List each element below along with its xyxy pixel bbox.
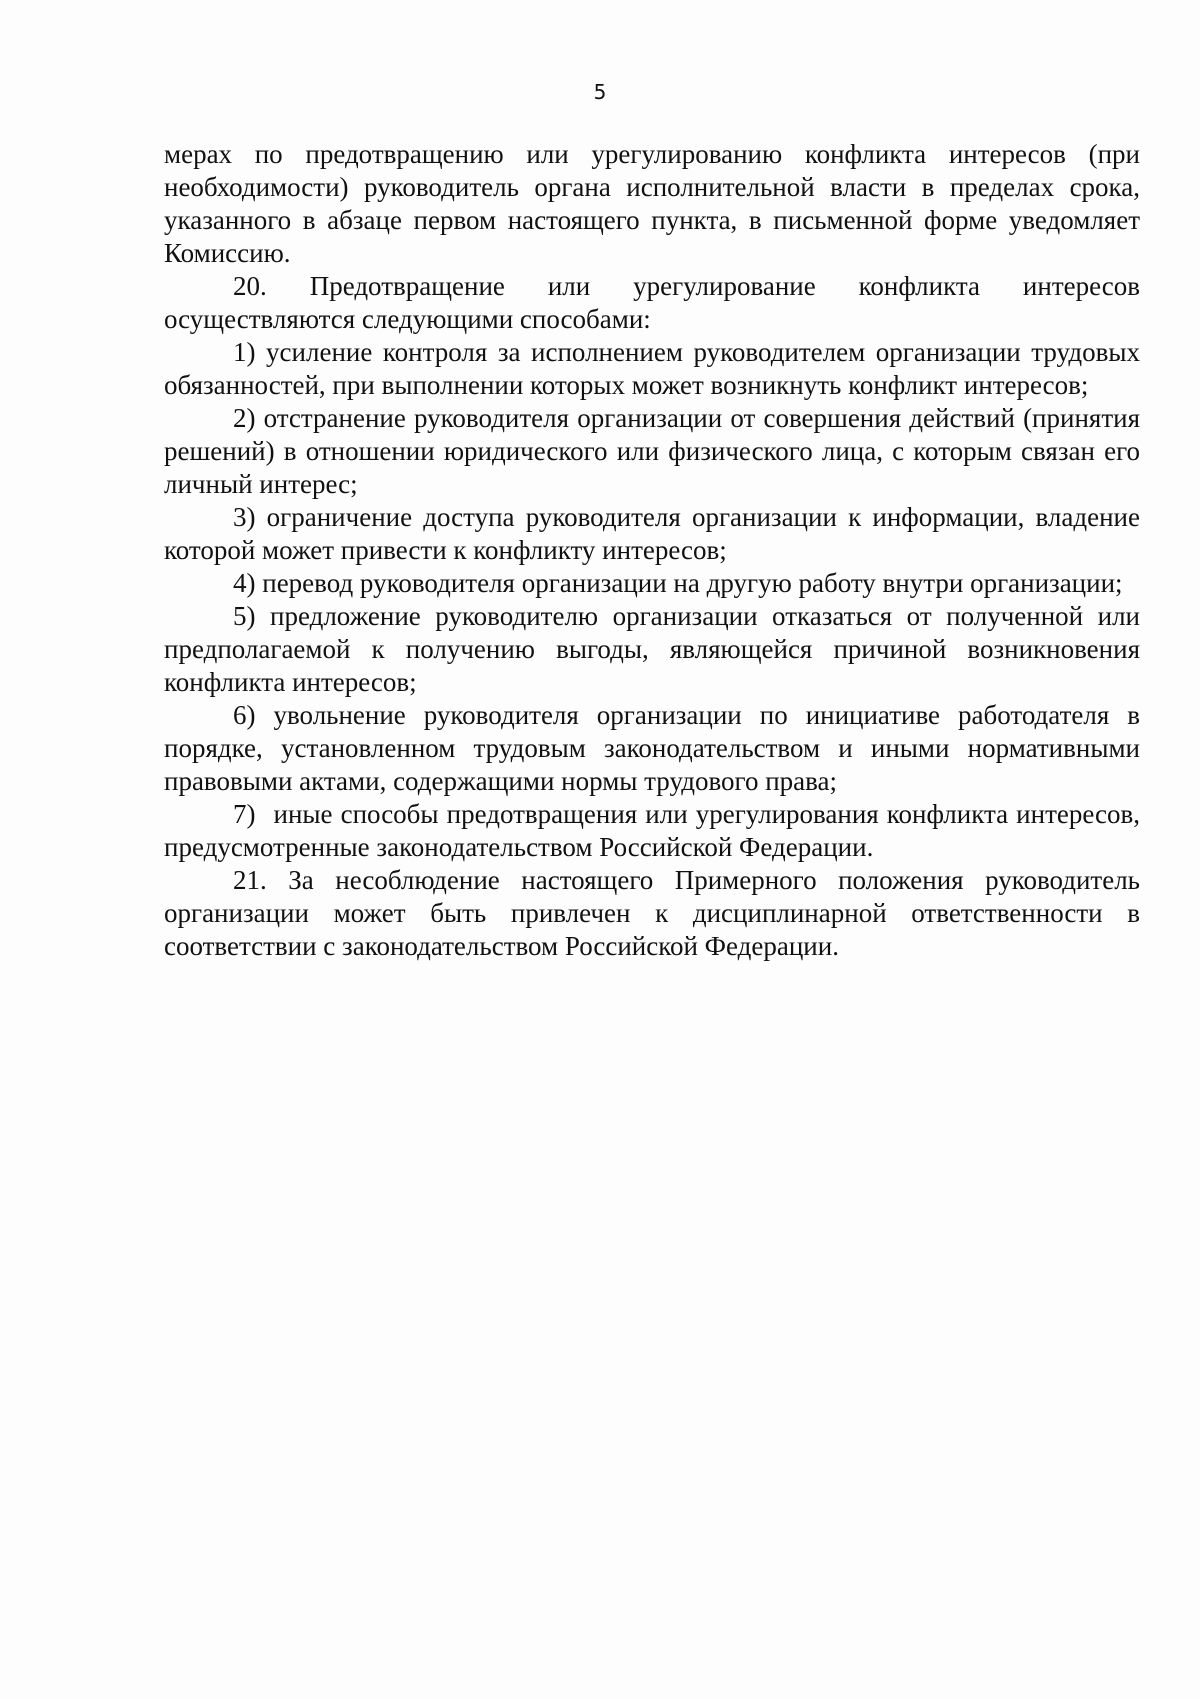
- list-item-7-number: 7): [233, 799, 256, 829]
- page-number: 5: [593, 80, 607, 104]
- list-item-7-text: иные способы предотвращения или урегулирования конфликта интересов, предусмотренные законодательством Российской Федерации.: [164, 799, 1140, 862]
- list-item-3: 3) ограничение доступа руководителя организации к информации, владение которой может привести к конфликту интересов;: [164, 502, 1140, 565]
- paragraph-continuation: мерах по предотвращению или урегулированию конфликта интересов (при необходимости) руководитель органа исполнительной власти в пределах срока, указанного в абзаце первом настоящего пункта, в письменной форме уведомляет Комиссию.: [164, 139, 1140, 268]
- paragraph-21: 21. За несоблюдение настоящего Примерного положения руководитель организации может быть привлечен к дисциплинарной ответственности в соответствии с законодательством Российской Федерации.: [164, 865, 1140, 961]
- list-item-6: 6) увольнение руководителя организации по инициативе работодателя в порядке, установленном трудовым законодательством и иными нормативными правовыми актами, содержащими нормы трудового права;: [164, 700, 1140, 796]
- list-item-5: 5) предложение руководителю организации отказаться от полученной или предполагаемой к получению выгоды, являющейся причиной возникновения конфликта интересов;: [164, 601, 1140, 697]
- list-item-4: 4) перевод руководителя организации на другую работу внутри организации;: [233, 568, 1123, 598]
- document-body: [164, 138, 1140, 963]
- list-item-7: [164, 798, 1140, 864]
- paragraph-20: 20. Предотвращение или урегулирование конфликта интересов осуществляются следующими способами:: [164, 271, 1140, 334]
- list-item-2: 2) отстранение руководителя организации от совершения действий (принятия решений) в отношении юридического или физического лица, с которым связан его личный интерес;: [164, 403, 1140, 499]
- list-item-1: 1) усиление контроля за исполнением руководителем организации трудовых обязанностей, при выполнении которых может возникнуть конфликт интересов;: [164, 337, 1140, 400]
